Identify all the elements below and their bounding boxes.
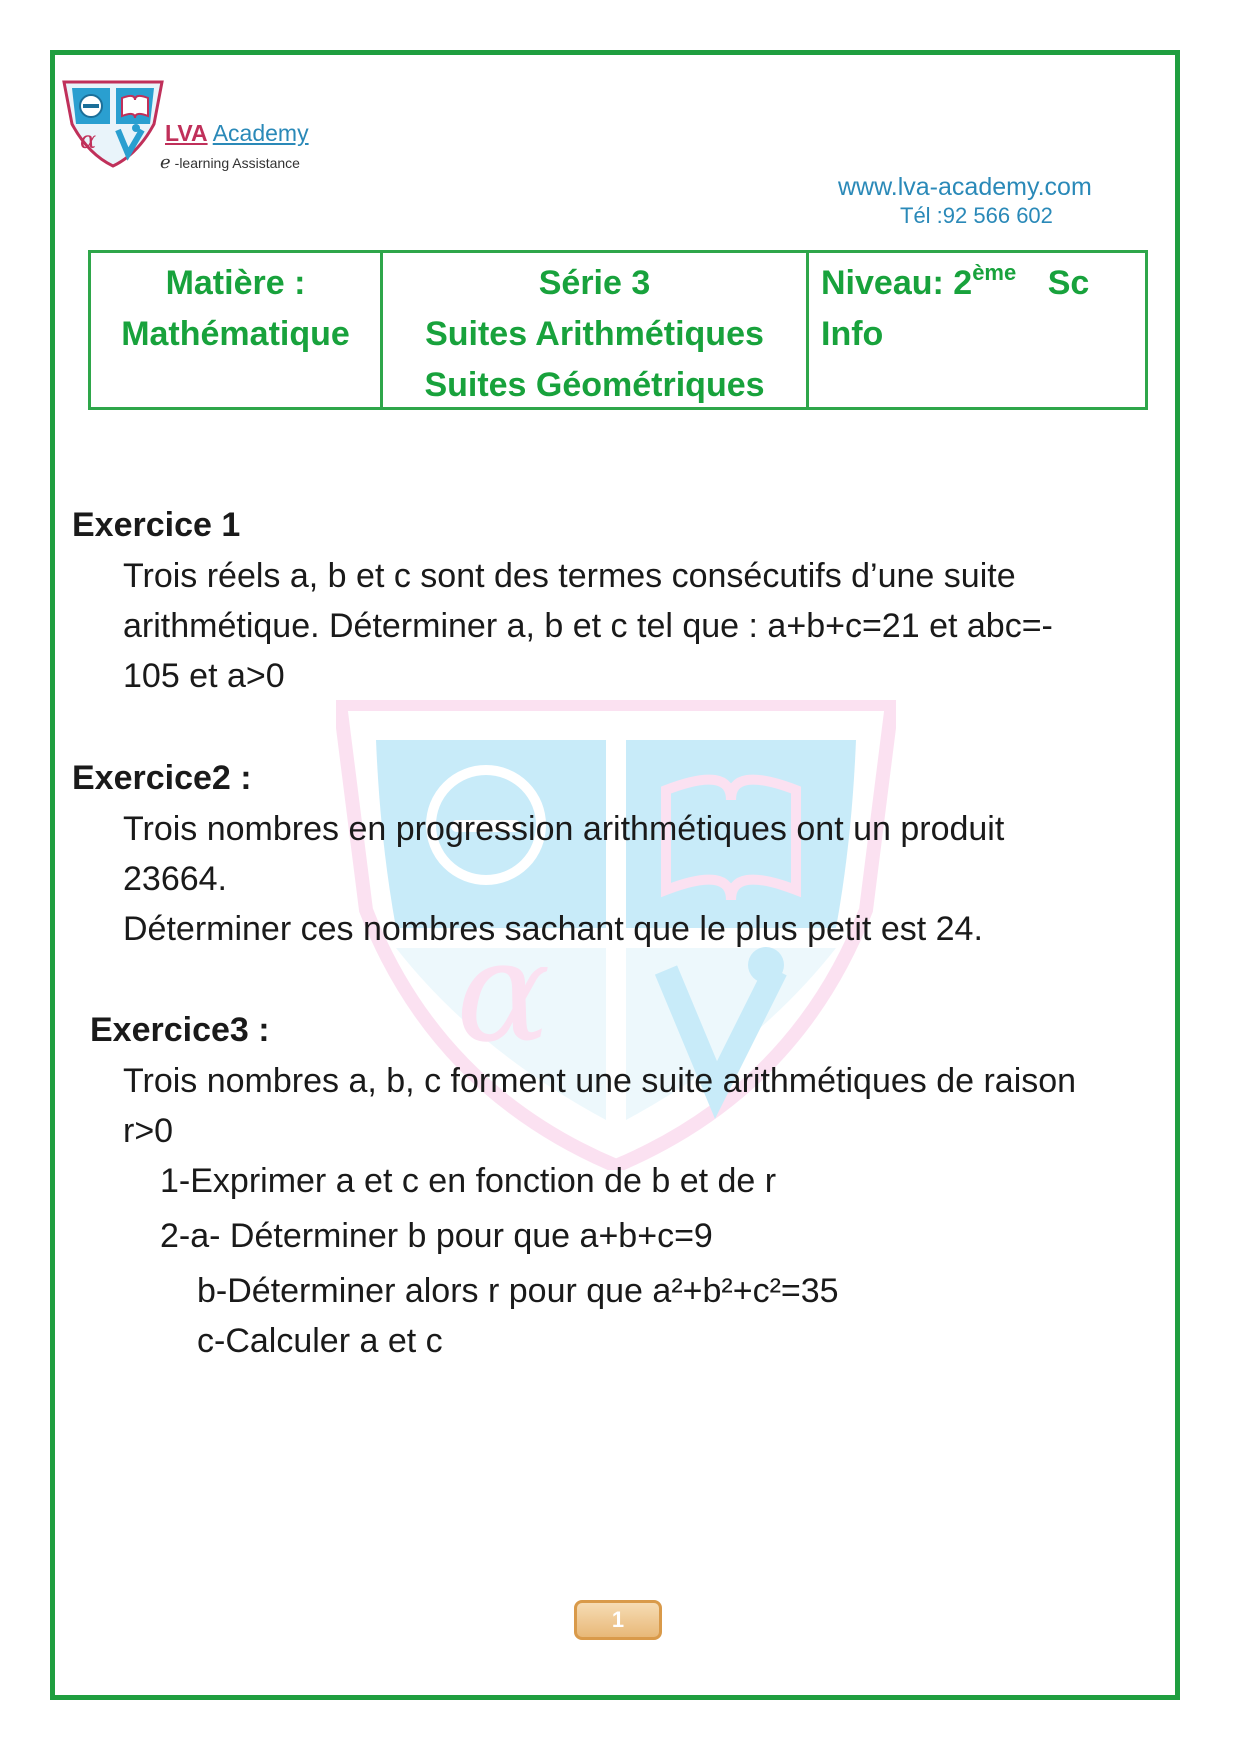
exercise-3-line-1: Trois nombres a, b, c forment une suite arithmétiques de raison [123, 1062, 1077, 1100]
exercise-3-question-2b: b-Déterminer alors r pour que a²+b²+c²=35 [197, 1272, 839, 1310]
exercise-2-line-1: Trois nombres en progression arithmétiques ont un produit [123, 810, 1005, 848]
subject-value: Mathématique [121, 315, 350, 353]
svg-text:α: α [456, 911, 551, 1074]
subject-cell [91, 253, 380, 407]
level-label: Niveau: 2 [821, 264, 973, 302]
brand-academy: Academy [212, 120, 309, 146]
exercise-3-line-2: r>0 [123, 1112, 174, 1150]
topic-arithmetic: Suites Arithmétiques [425, 315, 764, 353]
brand-tagline [160, 152, 300, 173]
info-table [88, 250, 1148, 410]
exercise-3-question-2a: 2-a- Déterminer b pour que a+b+c=9 [160, 1217, 713, 1255]
level-section: Sc [1047, 264, 1090, 302]
subject-label: Matière : [165, 264, 306, 302]
website-link[interactable]: www.lva-academy.com [838, 173, 1092, 201]
exercise-1-line-2: arithmétique. Déterminer a, b et c tel que : a+b+c=21 et abc=- [123, 607, 1053, 645]
lva-logo-icon [58, 78, 168, 168]
exercise-2-title: Exercice2 : [72, 759, 252, 797]
series-title: Série 3 [538, 264, 651, 302]
phone-number: Tél :92 566 602 [900, 203, 1053, 228]
exercise-2-line-2: 23664. [123, 860, 227, 898]
brand-lva: LVA [165, 120, 208, 146]
tagline-text: -learning Assistance [174, 155, 300, 171]
exercise-1-line-1: Trois réels a, b et c sont des termes consécutifs d’une suite [123, 557, 1016, 595]
level-sup: ème [972, 260, 1017, 285]
exercise-1-title: Exercice 1 [72, 506, 241, 544]
level-cell [806, 253, 1145, 407]
exercise-2-line-3: Déterminer ces nombres sachant que le plus petit est 24. [123, 910, 983, 948]
tagline-e: e [160, 152, 171, 173]
series-cell [380, 253, 806, 407]
exercise-1-line-3: 105 et a>0 [123, 657, 285, 695]
svg-text:α: α [80, 126, 97, 154]
topic-geometric: Suites Géométriques [424, 366, 765, 404]
brand-name [165, 120, 309, 147]
exercise-3-question-2c: c-Calculer a et c [197, 1322, 443, 1360]
level-section-2: Info [821, 315, 884, 353]
exercise-3-title: Exercice3 : [90, 1011, 270, 1049]
exercise-3-question-1: 1-Exprimer a et c en fonction de b et de r [160, 1162, 777, 1200]
page-number: 1 [574, 1600, 662, 1640]
